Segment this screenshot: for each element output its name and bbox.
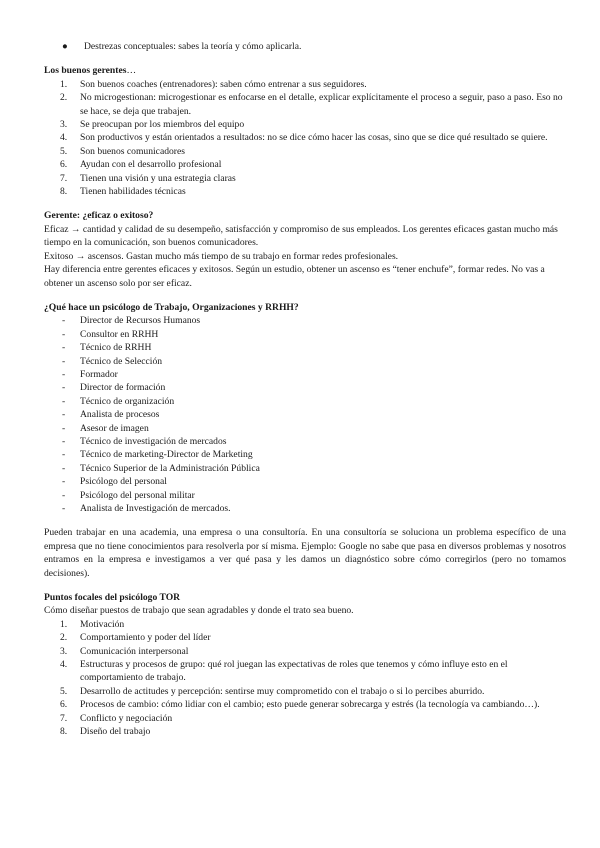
list-item xyxy=(44,475,566,488)
list-item xyxy=(44,341,566,354)
list-item-text: Son buenos comunicadores xyxy=(80,145,185,157)
list-item xyxy=(44,395,566,408)
dash-marker: - xyxy=(62,368,66,380)
list-item-text: Técnico de marketing-Director de Marketing xyxy=(80,449,253,461)
list-item-text: Tienen una visión y una estrategia claras xyxy=(80,172,236,184)
list-number: 8. xyxy=(60,726,68,738)
list-item-text: Técnico Superior de la Administración Pública xyxy=(80,462,260,474)
list-item-text: Asesor de imagen xyxy=(80,422,149,434)
list-item-text: Se preocupan por los miembros del equipo xyxy=(80,119,245,131)
top-bullet-list xyxy=(44,40,566,53)
list-number: 5. xyxy=(60,145,68,157)
list-item-text: Diseño del trabajo xyxy=(80,726,151,738)
section-heading-psicologo: ¿Qué hace un psicólogo de Trabajo, Organizaciones y RRHH? xyxy=(44,301,299,313)
list-item xyxy=(44,698,566,711)
dash-marker: - xyxy=(62,503,66,514)
document-page xyxy=(44,40,566,739)
buenos-gerentes-list xyxy=(44,78,566,199)
list-item-text: Técnico de investigación de mercados xyxy=(80,435,227,447)
list-item xyxy=(44,725,566,738)
list-item-text: Conflicto y negociación xyxy=(80,712,173,724)
list-item-text: Director de Recursos Humanos xyxy=(80,315,201,327)
list-item xyxy=(44,185,566,198)
list-item-text: Motivación xyxy=(80,618,125,630)
heading-text: Los buenos gerentes xyxy=(44,65,127,77)
list-item xyxy=(62,40,566,53)
list-item-text: Director de formación xyxy=(80,382,166,394)
dash-marker: - xyxy=(62,476,66,488)
paragraph-exitoso: Exitoso → ascensos. Gastan mucho más tiempo de su trabajo en formar redes profesionales. xyxy=(44,250,399,262)
list-item-text: Son buenos coaches (entrenadores): saben cómo entrenar a sus seguidores. xyxy=(80,78,367,90)
list-item-text: Comunicación interpersonal xyxy=(80,645,189,657)
list-item xyxy=(44,381,566,394)
dash-marker: - xyxy=(62,409,66,421)
paragraph-diferencia: Hay diferencia entre gerentes eficaces y exitosos. Según un estudio, obtener un ascenso es “tener enchufe”, formar redes. No vas a obtener un ascenso solo por ser eficaz. xyxy=(44,264,545,289)
list-item xyxy=(44,368,566,381)
list-item-text: Técnico de RRHH xyxy=(80,342,152,354)
dash-marker: - xyxy=(62,395,66,407)
list-item-text: Psicólogo del personal militar xyxy=(80,489,195,501)
section-heading-puntos-focales: Puntos focales del psicólogo TOR xyxy=(44,592,181,604)
dash-marker: - xyxy=(62,355,66,367)
section-heading-gerente: Gerente: ¿eficaz o exitoso? xyxy=(44,210,154,222)
list-item-text: Consultor en RRHH xyxy=(80,328,159,340)
list-number: 7. xyxy=(60,712,68,724)
list-item xyxy=(44,631,566,644)
list-item-text: Estructuras y procesos de grupo: qué rol juegan las expectativas de roles que tenemos y cómo influye esto en el comportamiento de trabajo. xyxy=(80,659,508,684)
list-item xyxy=(44,489,566,502)
puntos-focales-list xyxy=(44,618,566,739)
list-number: 3. xyxy=(60,645,68,657)
list-number: 1. xyxy=(60,618,68,630)
list-item-text: Técnico de organización xyxy=(80,395,175,407)
list-item xyxy=(44,118,566,131)
list-item-text: Desarrollo de actitudes y percepción: sentirse muy comprometido con el trabajo o si lo percibes aburrido. xyxy=(80,685,485,697)
list-number: 8. xyxy=(60,186,68,198)
list-item xyxy=(44,131,566,144)
list-item xyxy=(44,408,566,421)
list-item xyxy=(44,462,566,475)
dash-marker: - xyxy=(62,342,66,354)
psicologo-roles-list xyxy=(44,314,566,515)
list-number: 5. xyxy=(60,685,68,697)
list-item xyxy=(44,685,566,698)
dash-marker: - xyxy=(62,462,66,474)
list-item xyxy=(44,328,566,341)
list-item xyxy=(44,355,566,368)
list-item xyxy=(44,435,566,448)
list-item xyxy=(44,172,566,185)
list-item-text: Psicólogo del personal xyxy=(80,476,167,488)
list-item xyxy=(44,448,566,461)
list-item xyxy=(44,158,566,171)
dash-marker: - xyxy=(62,489,66,501)
list-item xyxy=(44,658,566,685)
dash-marker: - xyxy=(62,382,66,394)
list-number: 6. xyxy=(60,159,68,171)
list-number: 1. xyxy=(60,78,68,90)
list-item-text: Son productivos y están orientados a resultados: no se dice cómo hacer las cosas, sino que se dice qué resultado se quiere. xyxy=(80,132,548,144)
dash-marker: - xyxy=(62,315,66,327)
section-heading-buenos-gerentes xyxy=(44,64,566,77)
list-item-text: Ayudan con el desarrollo profesional xyxy=(80,159,222,171)
paragraph-consultoria: Pueden trabajar en una academia, una empresa o una consultoría. En una consultoría se soluciona un problema específico de una empresa que no tiene conocimientos para resolverla por sí misma. Ejemplo: Google no sabe que pasa en diversos problemas y nosotros entramos en la empresa e investigamos a ver qué pasa y les damos un diagnóstico sobre cómo corregirlos (pero no tomamos decisiones). xyxy=(44,527,566,579)
paragraph-puntos-intro: Cómo diseñar puestos de trabajo que sean agradables y donde el trato sea bueno. xyxy=(44,605,354,617)
list-item xyxy=(44,645,566,658)
list-number: 3. xyxy=(60,119,68,131)
list-item xyxy=(44,78,566,91)
list-number: 4. xyxy=(60,659,68,671)
bullet-icon: ● xyxy=(62,41,68,52)
list-item xyxy=(44,314,566,327)
list-number: 6. xyxy=(60,699,68,711)
list-item-text: Analista de Investigación de mercados. xyxy=(80,503,231,514)
dash-marker: - xyxy=(62,328,66,340)
list-number: 2. xyxy=(60,632,68,644)
list-item-text: Destrezas conceptuales: sabes la teoría y cómo aplicarla. xyxy=(84,41,302,52)
list-number: 2. xyxy=(60,92,68,104)
list-item-text: No microgestionan: microgestionar es enfocarse en el detalle, explicar explícitamente el proceso a seguir, paso a paso. Eso no se hace, se deja que trabajen. xyxy=(80,92,563,117)
dash-marker: - xyxy=(62,449,66,461)
heading-ellipsis: … xyxy=(126,65,137,77)
list-item-text: Técnico de Selección xyxy=(80,355,163,367)
list-number: 4. xyxy=(60,132,68,144)
paragraph-eficaz: Eficaz → cantidad y calidad de su desempeño, satisfacción y compromiso de sus empleados. Los gerentes eficaces gastan mucho más tiempo en la comunicación, son buenos comunicadores. xyxy=(44,223,558,249)
list-item xyxy=(44,422,566,435)
list-item xyxy=(44,502,566,515)
dash-marker: - xyxy=(62,422,66,434)
dash-marker: - xyxy=(62,435,66,447)
list-item xyxy=(44,618,566,631)
list-item-text: Tienen habilidades técnicas xyxy=(80,186,186,198)
list-item-text: Comportamiento y poder del líder xyxy=(80,632,211,644)
list-item-text: Formador xyxy=(80,368,118,380)
list-item-text: Analista de procesos xyxy=(80,409,160,421)
list-item xyxy=(44,91,566,118)
list-item xyxy=(44,145,566,158)
list-item-text: Procesos de cambio: cómo lidiar con el cambio; esto puede generar sobrecarga y estrés (la tecnología va cambiando…). xyxy=(80,699,540,711)
list-item xyxy=(44,712,566,725)
list-number: 7. xyxy=(60,172,68,184)
